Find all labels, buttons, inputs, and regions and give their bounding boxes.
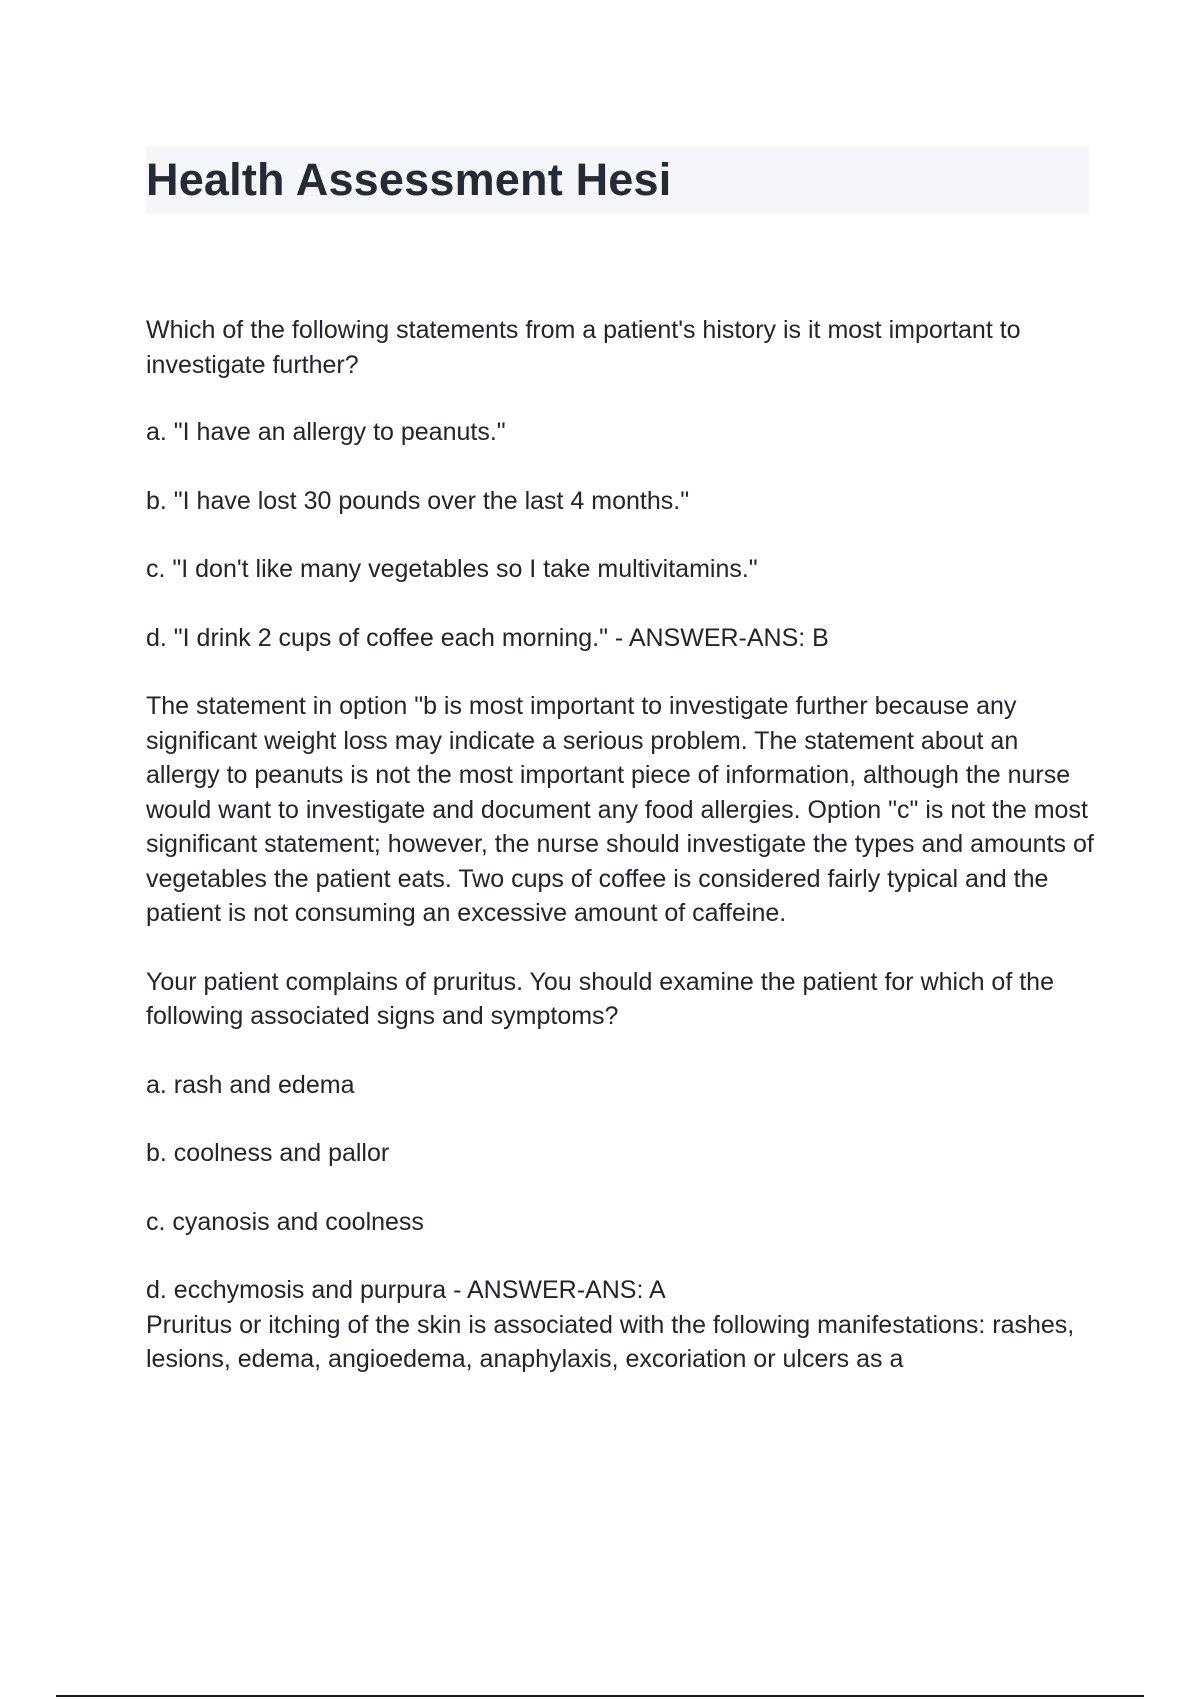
answer-option: b. "I have lost 30 pounds over the last 4 months." bbox=[146, 486, 690, 515]
answer-option: c. cyanosis and coolness bbox=[146, 1207, 424, 1236]
rationale-text: Pruritus or itching of the skin is associated with the following manifestations: rashes, lesions, edema, angioedema, anaphylaxis, excoriation or ulcers as a bbox=[146, 1310, 1075, 1373]
answer-option: b. coolness and pallor bbox=[146, 1139, 390, 1167]
question-text: Your patient complains of pruritus. You should examine the patient for which of the following associated signs and symptoms? bbox=[146, 967, 1054, 1030]
document-title: Health Assessment Hesi bbox=[146, 154, 672, 205]
answer-option: d. ecchymosis and purpura - ANSWER-ANS: A bbox=[146, 1276, 666, 1304]
title-bar bbox=[146, 146, 1089, 214]
answer-option: a. "I have an allergy to peanuts." bbox=[146, 418, 506, 446]
answer-option: d. "I drink 2 cups of coffee each morning." - ANSWER-ANS: B bbox=[146, 623, 829, 652]
question-text: Which of the following statements from a patient's history is it most important to investigate further? bbox=[146, 316, 1021, 379]
footer-divider bbox=[56, 1695, 1144, 1697]
answer-option: c. "I don't like many vegetables so I take multivitamins." bbox=[146, 555, 758, 583]
answer-option: a. rash and edema bbox=[146, 1070, 355, 1099]
rationale-text: The statement in option "b is most important to investigate further because any significant weight loss may indicate a serious problem. The statement about an allergy to peanuts is not the most important piece of information, although the nurse would want to investigate and document any food allergies. Option "c" is not the most significant statement; however, the nurse should investigate the types and amounts of vegetables the patient eats. Two cups of coffee is considered fairly typical and the patient is not consuming an excessive amount of caffeine. bbox=[146, 692, 1094, 927]
document-body bbox=[146, 313, 1096, 1377]
